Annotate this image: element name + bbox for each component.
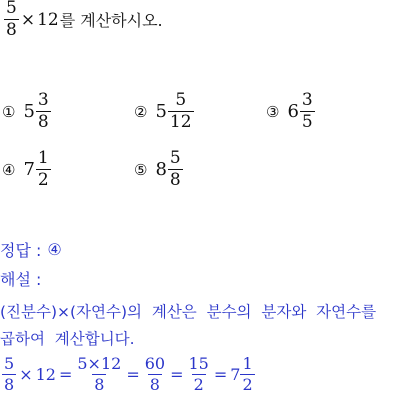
denominator: 8 bbox=[149, 375, 160, 394]
choice-marker: ⑤ bbox=[134, 160, 148, 179]
denominator: 8 bbox=[37, 112, 49, 132]
choice-fraction bbox=[36, 150, 51, 189]
numerator: 5 bbox=[6, 0, 17, 18]
choice-marker: ③ bbox=[266, 102, 280, 121]
answer-label: 정답 : bbox=[0, 241, 42, 260]
calc-multiplier: 12 bbox=[35, 365, 56, 384]
equals-sign: = bbox=[58, 365, 73, 384]
times-operator: × bbox=[19, 365, 33, 384]
denominator: 5 bbox=[301, 112, 313, 132]
denominator: 8 bbox=[4, 375, 15, 394]
denominator: 12 bbox=[169, 112, 192, 132]
choice-fraction bbox=[168, 92, 194, 131]
choice-fraction bbox=[300, 92, 315, 131]
question-text: 를 계산하시오. bbox=[59, 11, 163, 30]
choice-5[interactable] bbox=[134, 150, 183, 189]
choice-1[interactable] bbox=[2, 92, 51, 131]
answer-line bbox=[0, 238, 62, 261]
choice-marker: ① bbox=[2, 102, 16, 121]
equals-sign: = bbox=[126, 365, 140, 384]
choice-whole: 5 bbox=[155, 101, 167, 122]
result-fraction bbox=[240, 356, 254, 393]
choice-4[interactable] bbox=[2, 150, 51, 189]
numerator: 5 bbox=[169, 148, 181, 168]
numerator: 5×12 bbox=[77, 354, 122, 373]
explanation-line-1: (진분수)×(자연수)의 계산은 분수의 분자와 자연수를 bbox=[0, 303, 377, 321]
equals-sign: = bbox=[213, 365, 228, 384]
explanation-label: 해설 : bbox=[0, 270, 42, 289]
calc-fraction-1 bbox=[2, 356, 16, 393]
times-operator: × bbox=[20, 9, 36, 30]
calc-fraction-3 bbox=[143, 356, 167, 393]
choice-3[interactable] bbox=[266, 92, 315, 131]
numerator: 3 bbox=[37, 90, 49, 110]
denominator: 2 bbox=[242, 375, 253, 394]
equals-sign: = bbox=[170, 365, 184, 384]
choice-whole: 6 bbox=[287, 101, 299, 122]
numerator: 15 bbox=[188, 354, 209, 373]
result-whole: 7 bbox=[230, 365, 241, 384]
answer-value: ④ bbox=[47, 240, 62, 259]
denominator: 2 bbox=[193, 375, 204, 394]
choice-whole: 5 bbox=[23, 101, 35, 122]
numerator: 3 bbox=[301, 90, 313, 110]
multiplier: 12 bbox=[37, 9, 59, 30]
question bbox=[4, 0, 163, 39]
numerator: 5 bbox=[175, 90, 187, 110]
numerator: 1 bbox=[37, 148, 49, 168]
choice-fraction bbox=[168, 150, 183, 189]
choice-marker: ④ bbox=[2, 160, 16, 179]
calc-fraction-2 bbox=[75, 356, 123, 393]
denominator: 8 bbox=[6, 20, 17, 40]
denominator: 8 bbox=[169, 170, 181, 190]
denominator: 8 bbox=[94, 375, 105, 394]
choice-fraction bbox=[36, 92, 51, 131]
numerator: 1 bbox=[242, 354, 253, 373]
numerator: 60 bbox=[144, 354, 166, 373]
denominator: 2 bbox=[37, 170, 49, 190]
choice-whole: 7 bbox=[23, 159, 35, 180]
calc-fraction-4 bbox=[186, 356, 210, 393]
choice-2[interactable] bbox=[134, 92, 194, 131]
choice-whole: 8 bbox=[155, 159, 167, 180]
calculation bbox=[2, 356, 255, 393]
explanation-line-2: 곱하여 계산합니다. bbox=[0, 330, 135, 348]
choice-marker: ② bbox=[134, 102, 148, 121]
numerator: 5 bbox=[4, 354, 15, 373]
question-fraction bbox=[4, 0, 19, 39]
